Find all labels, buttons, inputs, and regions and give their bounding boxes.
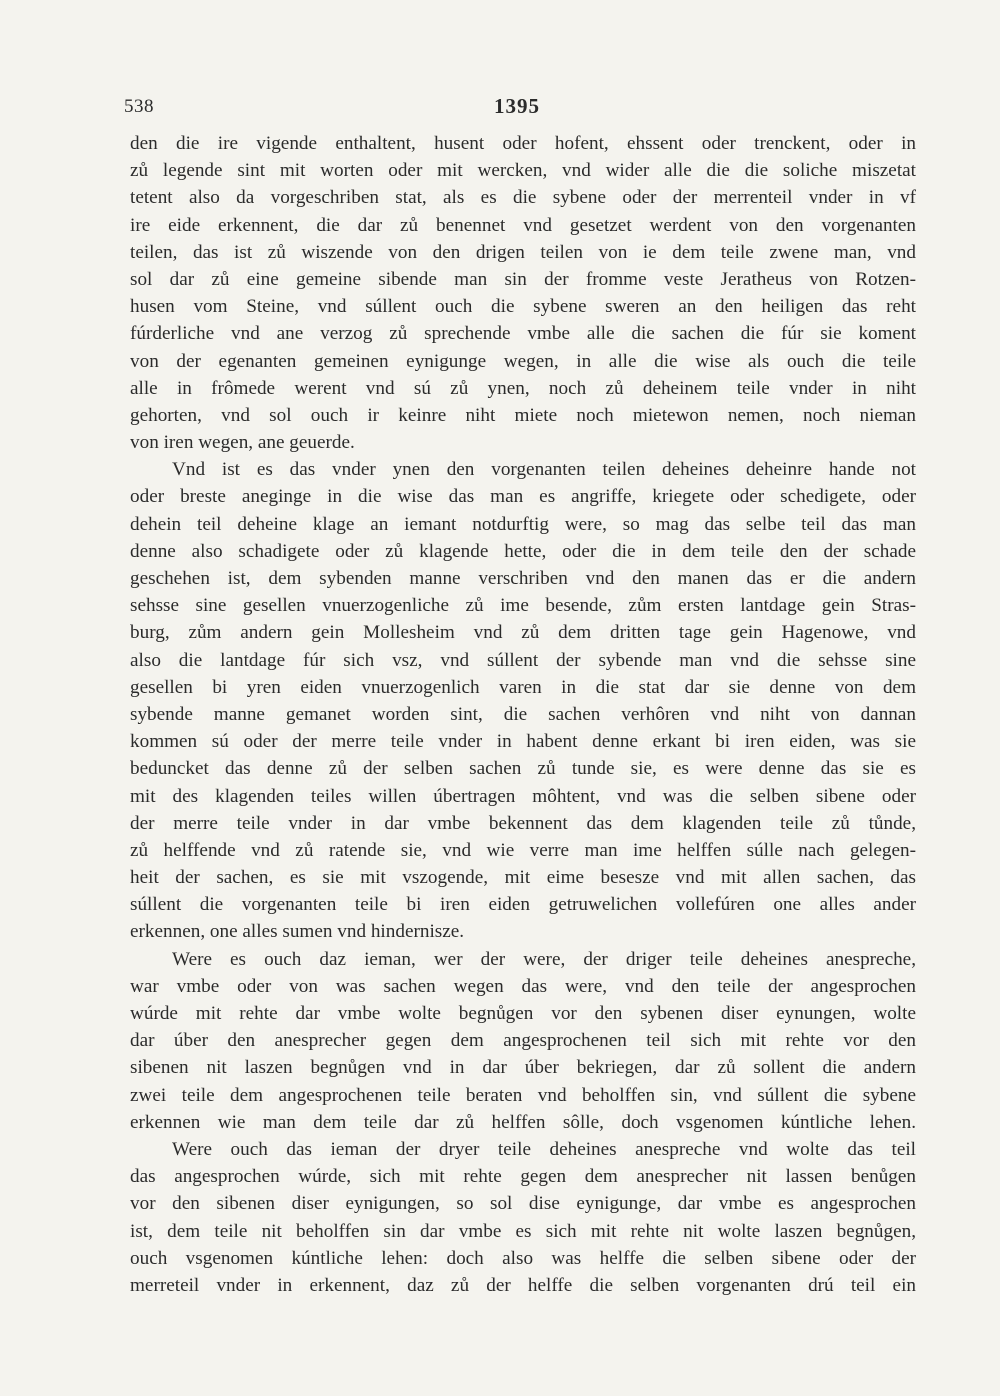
- text-line: erkennen wie man dem teile dar zů helffen sôlle, doch vsgenomen kúntliche lehen.: [130, 1111, 916, 1133]
- text-line: also die lantdage fúr sich vsz, vnd súllent der sybende man vnd die sehsse sine: [130, 649, 916, 671]
- text-line: dar úber den anesprecher gegen dem angesprochenen teil sich mit rehte vor den: [130, 1030, 916, 1052]
- text-line: ist, dem teile nit beholffen sin dar vmbe es sich mit rehte nit wolte laszen begnůgen,: [130, 1220, 916, 1242]
- text-line: burg, zům andern gein Mollesheim vnd zů dem dritten tage gein Hagenowe, vnd: [130, 622, 916, 644]
- text-line: oder breste aneginge in die wise das man es angriffe, kriegete oder schedigete, oder: [130, 486, 916, 508]
- text-line: alle in frômede werent vnd sú zů ynen, noch zů deheinem teile vnder in niht: [130, 377, 916, 399]
- text-line: mit des klagenden teiles willen úbertragen môhtent, vnd was die selben sibene oder: [130, 785, 916, 807]
- text-line: Vnd ist es das vnder ynen den vorgenanten teilen deheines deheinre hande not: [172, 459, 916, 481]
- text-line: teilen, das ist zů wiszende von den drigen teilen von ie dem teile zwene man, vnd: [130, 241, 916, 263]
- text-line: das angesprochen wúrde, sich mit rehte gegen dem anesprecher nit lassen benůgen: [130, 1166, 916, 1188]
- text-line: wúrde mit rehte dar vmbe wolte begnůgen vor den sybenen diser eynungen, wolte: [130, 1003, 916, 1024]
- text-line: merreteil vnder in erkennent, daz zů der helffe die selben vorgenanten drú teil ein: [130, 1274, 916, 1296]
- text-line: von der egenanten gemeinen eynigunge wegen, in alle die wise als ouch die teile: [130, 350, 916, 372]
- page-number: 538: [124, 96, 154, 117]
- text-line: tetent also da vorgeschriben stat, als es die sybene oder der merrenteil vnder in vf: [130, 187, 916, 209]
- text-line: sehsse sine gesellen vnuerzogenliche zů ime besende, zům ersten lantdage gein Stras-: [130, 595, 916, 617]
- text-line: fúrderliche vnd ane verzog zů sprechende vmbe alle die sachen die fúr sie koment: [130, 323, 916, 345]
- text-line: der merre teile vnder in dar vmbe bekennent das dem klagenden teile zů tůnde,: [130, 812, 916, 834]
- text-line: zwei teile dem angesprochenen teile beraten vnd beholffen sin, vnd súllent die sybene: [130, 1084, 916, 1106]
- text-line: dehein teil deheine klage an iemant notdurftig were, so mag das selbe teil das man: [130, 513, 916, 535]
- text-line: war vmbe oder von was sachen wegen das were, vnd den teile der angesprochen: [130, 975, 916, 997]
- text-line: sol dar zů eine gemeine sibende man sin der fromme veste Jeratheus von Rotzen-: [130, 268, 916, 290]
- text-line: husen vom Steine, vnd súllent ouch die sybene sweren an den heiligen das reht: [130, 296, 916, 318]
- text-line: Were ouch das ieman der dryer teile deheines anespreche vnd wolte das teil: [172, 1138, 916, 1160]
- text-line: beduncket das denne zů der selben sachen zů tunde sie, es were denne das sie es: [130, 758, 916, 780]
- text-line: gesellen bi yren eiden vnuerzogenlich varen in die stat dar sie denne von dem: [130, 676, 916, 698]
- text-line: erkennen, one alles sumen vnd hindernisze.: [130, 921, 465, 943]
- text-line: ire eide erkennent, die dar zů benennet vnd gesetzet werdent von den vorgenanten: [130, 214, 916, 236]
- page-header: [124, 94, 916, 124]
- body-text: [130, 130, 916, 1299]
- text-line: zů legende sint mit worten oder mit wercken, vnd wider alle die die soliche miszetat: [130, 160, 916, 182]
- text-line: denne also schadigete oder zů klagende hette, oder die in dem teile den der schade: [130, 540, 916, 562]
- text-line: heit der sachen, es sie mit vszogende, mit eime besesze vnd mit allen sachen, das: [130, 867, 916, 889]
- text-line: zů helffende vnd zů ratende sie, vnd wie verre man ime helffen súlle nach gelegen-: [130, 839, 916, 861]
- page-year-heading: 1395: [494, 94, 540, 118]
- text-line: Were es ouch daz ieman, wer der were, der driger teile deheines anespreche,: [172, 948, 916, 970]
- text-line: súllent die vorgenanten teile bi iren eiden getruwelichen vollefúren one alles ander: [130, 894, 916, 916]
- text-line: geschehen ist, dem sybenden manne verschriben vnd den manen das er die andern: [130, 568, 916, 589]
- text-line: den die ire vigende enthaltent, husent oder hofent, ehssent oder trenckent, oder in: [130, 133, 916, 154]
- text-line: ouch vsgenomen kúntliche lehen: doch also was helffe die selben sibene oder der: [130, 1247, 916, 1269]
- text-line: sybende manne gemanet worden sint, die sachen verhôren vnd niht von dannan: [130, 703, 916, 725]
- text-line: sibenen nit laszen begnůgen vnd in dar úber bekriegen, dar zů sollent die andern: [130, 1057, 916, 1079]
- text-line: kommen sú oder der merre teile vnder in habent denne erkant bi iren eiden, was sie: [130, 731, 916, 753]
- text-line: von iren wegen, ane geuerde.: [130, 432, 355, 454]
- text-line: gehorten, vnd sol ouch ir keinre niht miete noch mietewon nemen, noch nieman: [130, 404, 916, 426]
- text-line: vor den sibenen diser eynigungen, so sol dise eynigunge, dar vmbe es angesprochen: [130, 1193, 916, 1215]
